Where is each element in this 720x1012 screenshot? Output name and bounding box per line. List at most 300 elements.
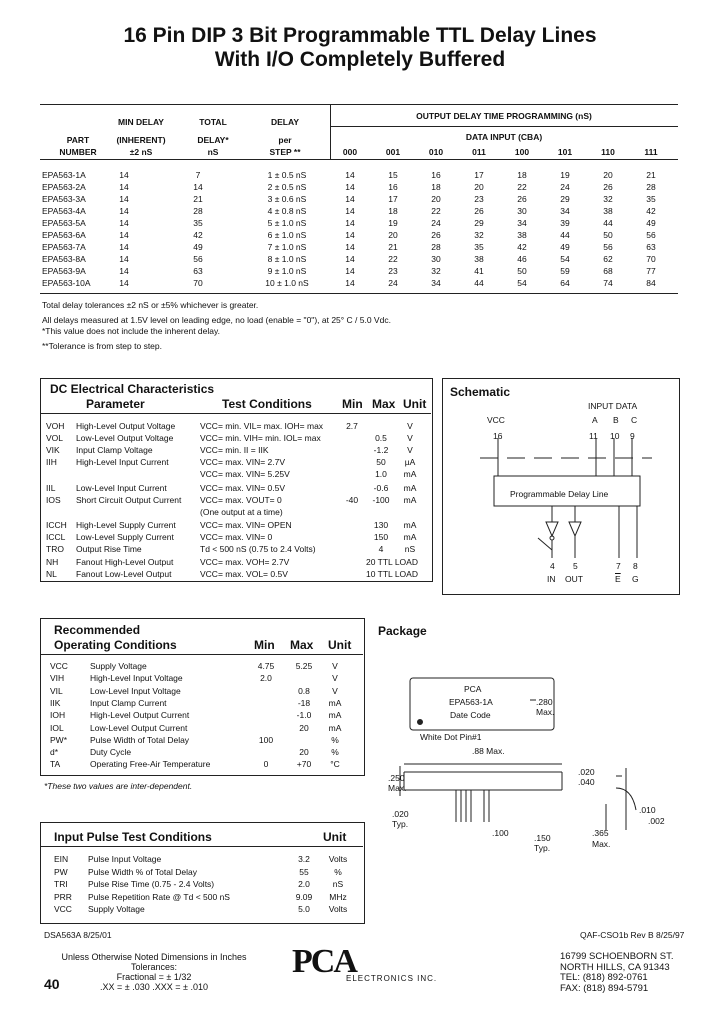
rec-head-min: Min [254, 638, 275, 652]
schematic-c-pin: 9 [630, 431, 635, 441]
rec-symbol: IIK [50, 697, 61, 708]
delay-cell: EPA563-3A [42, 194, 86, 204]
footer-left-code: DSA563A 8/25/01 [44, 930, 112, 940]
package-d100: .100 [492, 828, 509, 838]
delay-cell: 34 [560, 206, 570, 216]
dc-unit: mA [403, 520, 417, 530]
rec-row [40, 661, 363, 672]
rec-max: -18 [297, 697, 311, 708]
dc-unit: mA [403, 532, 417, 542]
package-d040: .040 [578, 777, 595, 787]
delay-cell: 29 [560, 194, 570, 204]
delay-row [40, 230, 680, 241]
dc-cond: VCC= max. VIN= 2.7V [200, 457, 286, 467]
rec-max: +70 [296, 759, 312, 770]
delay-cell: 14 [345, 206, 355, 216]
rec-param: Low-Level Output Current [90, 722, 188, 733]
delay-cell: 9 ± 1.0 nS [267, 266, 307, 276]
delay-cell: 42 [646, 206, 656, 216]
dc-head-parameter: Parameter [86, 397, 145, 411]
delay-cell: 24 [388, 278, 398, 288]
rec-param: High-Level Input Voltage [90, 673, 183, 684]
package-len: .88 Max. [472, 746, 505, 756]
rec-head-max: Max [290, 638, 314, 652]
delay-row [40, 218, 680, 229]
delay-row [40, 242, 680, 253]
dc-param: Low-Level Input Current [76, 483, 167, 493]
code-000: 000 [342, 147, 358, 157]
dc-min: 2.7 [346, 421, 358, 431]
dc-max: 20 TTL LOAD [366, 557, 418, 567]
package-drawing [370, 660, 678, 860]
delay-cell: 63 [193, 266, 203, 276]
dc-param: Fanout Low-Level Output [76, 569, 172, 579]
delay-cell: 74 [603, 278, 613, 288]
footer-right-code: QAF-CSO1b Rev B 8/25/97 [580, 930, 685, 940]
dc-cond: VCC= max. VIN= 5.25V [200, 469, 290, 479]
delay-row [40, 266, 680, 277]
dc-unit: mA [403, 469, 417, 479]
delay-cell: 26 [431, 230, 441, 240]
address: 16799 SCHOENBORN ST. NORTH HILLS, CA 91343 TEL: (818) 892-0761 FAX: (818) 894-5791 [560, 951, 674, 994]
schematic-diagram [442, 378, 678, 593]
delay-cell: EPA563-5A [42, 218, 86, 228]
dc-max: -1.2 [373, 445, 389, 455]
rec-param: Pulse Width of Total Delay [90, 734, 190, 745]
pulse-row [40, 879, 363, 890]
dc-symbol: IIL [46, 483, 56, 493]
delay-cell: 35 [474, 242, 484, 252]
package-h250: .250 [388, 773, 405, 783]
delay-cell: 26 [517, 194, 527, 204]
pulse-symbol: PRR [54, 891, 72, 902]
page-title: 16 Pin DIP 3 Bit Programmable TTL Delay Lines [123, 24, 597, 47]
delay-cell: EPA563-2A [42, 182, 86, 192]
rec-symbol: VIH [50, 673, 65, 684]
delay-cell: 8 ± 1.0 nS [267, 254, 307, 264]
delay-cell: 20 [474, 182, 484, 192]
package-h280b: Max. [536, 707, 555, 717]
rec-symbol: d* [50, 747, 59, 758]
dc-row [40, 433, 431, 444]
rec-row [40, 686, 363, 697]
dc-cond: Td < 500 nS (0.75 to 2.4 Volts) [200, 544, 316, 554]
schematic-title: Schematic [450, 385, 511, 399]
note-3: *This value does not include the inherent delay. [42, 326, 220, 336]
delay-row [40, 182, 680, 193]
code-111: 111 [644, 147, 658, 157]
note-4: **Tolerance is from step to step. [42, 340, 163, 351]
schematic-input-data: INPUT DATA [588, 401, 638, 411]
pulse-unit: % [334, 866, 342, 877]
delay-cell: 22 [388, 254, 398, 264]
page-number: 40 [44, 976, 60, 992]
delay-cell: EPA563-8A [42, 254, 86, 264]
delay-cell: 62 [603, 254, 613, 264]
package-chip-1: PCA [464, 684, 482, 694]
schematic-enable: $\overline{E}$ [615, 574, 621, 584]
delay-cell: 14 [119, 182, 129, 192]
delay-cell: 42 [517, 242, 527, 252]
code-110: 110 [601, 147, 615, 157]
delay-cell: 28 [193, 206, 203, 216]
delay-cell: 30 [517, 206, 527, 216]
delay-cell: 56 [193, 254, 203, 264]
rec-row [40, 735, 363, 746]
pulse-symbol: TRI [54, 879, 68, 889]
delay-cell: 14 [119, 254, 129, 264]
delay-cell: 38 [517, 230, 527, 240]
rec-symbol: VCC [50, 661, 68, 671]
dc-row [40, 445, 431, 456]
delay-cell: 49 [193, 242, 203, 252]
rec-row [40, 723, 363, 734]
dc-param: High-Level Input Current [76, 457, 169, 467]
rec-unit: % [331, 734, 339, 745]
rec-max: 20 [299, 747, 309, 758]
rec-min: 4.75 [257, 661, 275, 671]
delay-cell: 22 [517, 182, 527, 192]
code-001: 001 [385, 147, 401, 157]
schematic-a-pin: 11 [589, 431, 598, 441]
code-101: 101 [557, 147, 573, 157]
dc-cond: (One output at a time) [200, 507, 283, 517]
dc-symbol: ICCH [46, 520, 67, 530]
rec-unit: % [331, 747, 339, 758]
rec-unit: V [332, 685, 338, 696]
delay-cell: 20 [388, 230, 398, 240]
rec-unit: mA [328, 697, 342, 708]
pulse-symbol: VCC [54, 904, 72, 914]
schematic-out: OUT [565, 574, 583, 584]
dc-max: -0.6 [373, 483, 389, 493]
delay-cell: EPA563-6A [42, 230, 86, 240]
dc-param: High-Level Output Voltage [76, 421, 176, 431]
code-011: 011 [472, 147, 486, 157]
package-d365b: Max. [592, 839, 611, 849]
dc-cond: VCC= max. VOL= 0.5V [200, 569, 288, 579]
delay-cell: 14 [345, 242, 355, 252]
delay-cell: 56 [646, 230, 656, 240]
delay-cell: 14 [345, 194, 355, 204]
dc-head-conditions: Test Conditions [222, 397, 312, 411]
delay-cell: 6 ± 1.0 nS [267, 230, 307, 240]
package-d150b: Typ. [534, 843, 551, 853]
dc-param: Input Clamp Voltage [76, 445, 153, 455]
delay-row [40, 170, 680, 181]
pulse-unit: MHz [329, 891, 347, 902]
dc-row [40, 421, 431, 432]
delay-cell: 19 [388, 218, 398, 228]
delay-cell: 30 [431, 254, 441, 264]
schematic-b-pin: 10 [610, 431, 620, 441]
dc-max: 50 [376, 457, 386, 467]
delay-cell: 14 [345, 170, 355, 180]
delay-cell: 14 [345, 182, 355, 192]
note-1: Total delay tolerances ±2 nS or ±5% whichever is greater. [42, 300, 259, 310]
dc-max: 150 [373, 532, 389, 542]
delay-row [40, 278, 680, 289]
delay-cell: 14 [345, 278, 355, 288]
dc-param: Low-Level Output Voltage [76, 433, 174, 443]
delay-cell: EPA563-1A [42, 170, 86, 180]
rec-unit: mA [328, 710, 342, 721]
delay-cell: 14 [193, 182, 203, 192]
dc-cond: VCC= max. VIN= 0 [200, 532, 273, 542]
rec-unit: °C [330, 759, 340, 770]
delay-cell: 44 [560, 230, 570, 240]
rec-title-2: Operating Conditions [54, 638, 177, 652]
delay-cell: 17 [388, 194, 398, 204]
delay-cell: 28 [646, 182, 656, 192]
rec-row [40, 673, 363, 684]
dc-cond: VCC= max. VOUT= 0 [200, 495, 282, 505]
dc-row [40, 544, 431, 555]
rec-row [40, 710, 363, 721]
dc-unit: µA [404, 457, 416, 467]
pulse-title: Input Pulse Test Conditions [54, 830, 212, 844]
pulse-param: Pulse Input Voltage [88, 854, 162, 864]
rec-max: -1.0 [296, 710, 312, 721]
dc-param: Output Rise Time [76, 544, 142, 554]
rec-unit: mA [328, 722, 342, 733]
rec-symbol: VIL [50, 685, 63, 696]
package-title: Package [378, 624, 427, 638]
rec-max: 20 [299, 722, 309, 733]
delay-cell: 84 [646, 278, 656, 288]
dc-symbol: IIH [46, 457, 57, 467]
delay-cell: 23 [388, 266, 398, 276]
rec-head-unit: Unit [328, 638, 352, 652]
delay-cell: 7 ± 1.0 nS [267, 242, 307, 252]
delay-cell: 56 [603, 242, 613, 252]
delay-row [40, 254, 680, 265]
schematic-in: IN [547, 574, 556, 584]
delay-cell: 14 [119, 230, 129, 240]
delay-cell: 15 [388, 170, 398, 180]
delay-cell: 14 [119, 242, 129, 252]
delay-cell: 28 [431, 242, 441, 252]
delay-cell: 14 [119, 218, 129, 228]
delay-cell: 34 [431, 278, 441, 288]
rec-param: High-Level Output Current [90, 710, 190, 721]
dc-title: DC Electrical Characteristics [50, 382, 215, 396]
package-white-dot: White Dot Pin#1 [420, 732, 482, 742]
delay-cell: 32 [474, 230, 484, 240]
delay-cell: EPA563-4A [42, 206, 86, 216]
rec-min: 100 [258, 734, 274, 745]
package-d150: .150 [534, 833, 551, 843]
delay-cell: 20 [431, 194, 441, 204]
delay-cell: 14 [345, 254, 355, 264]
pulse-row [40, 867, 363, 878]
delay-cell: 44 [474, 278, 484, 288]
rec-max: 5.25 [295, 661, 313, 671]
delay-cell: 14 [119, 278, 129, 288]
pulse-param: Pulse Width % of Total Delay [88, 866, 197, 877]
dc-head-unit: Unit [403, 397, 427, 411]
delay-cell: 63 [646, 242, 656, 252]
dc-max: 0.5 [375, 433, 387, 443]
dc-symbol: ICCL [46, 532, 66, 542]
pulse-unit: nS [332, 879, 344, 889]
dc-row [40, 532, 431, 543]
dc-unit: V [407, 433, 413, 443]
pulse-val: 3.2 [298, 854, 310, 864]
dc-row [40, 557, 431, 568]
rec-min: 2.0 [260, 673, 272, 684]
pca-logo-text: ELECTRONICS INC. [346, 974, 438, 983]
dc-symbol: IOS [46, 495, 61, 505]
rec-param: Duty Cycle [90, 747, 132, 758]
schematic-vcc-pin: 16 [493, 431, 503, 441]
rec-min: 0 [263, 759, 269, 770]
delay-cell: 38 [603, 206, 613, 216]
dc-max: 1.0 [375, 469, 387, 479]
delay-row [40, 194, 680, 205]
package-h280: .280 [536, 697, 553, 707]
pulse-head-unit: Unit [323, 830, 347, 844]
rec-symbol: IOL [50, 722, 64, 733]
delay-cell: 1 ± 0.5 nS [267, 170, 307, 180]
delay-cell: 35 [193, 218, 203, 228]
delay-cell: 32 [431, 266, 441, 276]
pulse-val: 5.0 [298, 904, 310, 914]
package-d002: .002 [648, 816, 665, 826]
delay-cell: 77 [646, 266, 656, 276]
schematic-pin-8: 8 [633, 561, 638, 571]
dc-symbol: VOH [46, 421, 65, 431]
delay-cell: 38 [474, 254, 484, 264]
page-subtitle: With I/O Completely Buffered [214, 48, 506, 71]
schematic-pin-5: 5 [573, 561, 578, 571]
delay-cell: 41 [474, 266, 484, 276]
package-d365: .365 [592, 828, 609, 838]
package-h250b: Max. [388, 783, 407, 793]
delay-cell: 26 [603, 182, 613, 192]
package-d010: .010 [639, 805, 656, 815]
dc-unit: mA [403, 495, 417, 505]
delay-cell: 50 [603, 230, 613, 240]
rec-param: Low-Level Input Voltage [90, 685, 181, 696]
delay-cell: 7 [195, 170, 201, 180]
delay-cell: 18 [517, 170, 527, 180]
dc-cond: VCC= min. VIL= max. IOH= max [200, 421, 324, 431]
delay-cell: 42 [193, 230, 203, 240]
delay-cell: 54 [517, 278, 527, 288]
dc-head-min: Min [342, 397, 363, 411]
pulse-val: 9.09 [295, 891, 313, 902]
rec-param: Supply Voltage [90, 661, 147, 671]
delay-cell: 21 [388, 242, 398, 252]
dc-row [40, 469, 431, 480]
delay-cell: 5 ± 1.0 nS [267, 218, 307, 228]
delay-cell: 14 [119, 194, 129, 204]
delay-cell: 16 [388, 182, 398, 192]
delay-cell: 32 [603, 194, 613, 204]
delay-row [40, 206, 680, 217]
rec-symbol: PW* [50, 734, 67, 745]
pulse-val: 55 [299, 866, 309, 877]
delay-cell: 70 [646, 254, 656, 264]
rec-row [40, 747, 363, 758]
rec-title-1: Recommended [54, 623, 141, 637]
delay-cell: 14 [345, 230, 355, 240]
delay-cell: 26 [474, 206, 484, 216]
dc-unit: mA [403, 483, 417, 493]
dc-symbol: NH [46, 557, 59, 567]
rec-unit: V [332, 673, 338, 684]
delay-cell: 22 [431, 206, 441, 216]
dc-min: -40 [345, 495, 359, 505]
dc-row [40, 520, 431, 531]
dc-symbol: NL [46, 569, 57, 579]
schematic-pin-7: 7 [616, 561, 621, 571]
rec-row [40, 698, 363, 709]
pulse-row [40, 854, 363, 865]
dc-unit: V [407, 421, 413, 431]
delay-cell: 68 [603, 266, 613, 276]
dc-cond: VCC= max. VIN= 0.5V [200, 483, 286, 493]
delay-cell: 70 [193, 278, 203, 288]
dc-param: Short Circuit Output Current [76, 495, 182, 505]
dc-max: 130 [373, 520, 389, 530]
delay-cell: 3 ± 0.6 nS [267, 194, 307, 204]
dc-cond: VCC= min. VIH= min. IOL= max [200, 433, 321, 443]
schematic-c: C [631, 415, 638, 425]
rec-unit: V [332, 661, 338, 671]
pulse-unit: Volts [328, 854, 348, 864]
dc-symbol: VIK [46, 445, 60, 455]
delay-cell: 34 [517, 218, 527, 228]
note-2: All delays measured at 1.5V level on leading edge, no load (enable = "0"), at 25° C / 5.0 Vdc. [42, 314, 391, 325]
delay-cell: 10 ± 1.0 nS [265, 278, 309, 288]
delay-cell: 44 [603, 218, 613, 228]
delay-cell: 14 [119, 266, 129, 276]
rec-note: *These two values are inter-dependent. [44, 781, 193, 791]
schematic-block-label: Programmable Delay Line [510, 489, 609, 499]
delay-cell: 21 [193, 194, 203, 204]
delay-cell: 14 [345, 218, 355, 228]
delay-cell: 21 [646, 170, 656, 180]
delay-cell: 59 [560, 266, 570, 276]
delay-cell: EPA563-10A [42, 278, 91, 288]
delay-cell: 18 [431, 182, 441, 192]
dc-max: -100 [372, 495, 390, 505]
pca-logo: PCA [292, 943, 356, 980]
delay-cell: 14 [119, 206, 129, 216]
schematic-a: A [592, 415, 598, 425]
delay-cell: EPA563-9A [42, 266, 86, 276]
rec-max: 0.8 [298, 685, 310, 696]
rec-param: Input Clamp Current [90, 697, 167, 708]
delay-cell: EPA563-7A [42, 242, 86, 252]
pulse-val: 2.0 [298, 879, 310, 889]
delay-cell: 29 [474, 218, 484, 228]
pulse-param: Pulse Rise Time (0.75 - 2.4 Volts) [88, 879, 215, 889]
pulse-symbol: EIN [54, 854, 69, 864]
dc-cond: VCC= max. VIN= OPEN [200, 520, 292, 530]
package-d020: .020 [392, 809, 409, 819]
rec-symbol: TA [50, 759, 61, 770]
package-chip-3: Date Code [450, 710, 491, 720]
pulse-unit: Volts [328, 904, 348, 914]
schematic-vcc: VCC [487, 415, 505, 425]
delay-cell: 54 [560, 254, 570, 264]
dc-symbol: TRO [46, 544, 64, 554]
dc-row [40, 483, 431, 494]
delay-cell: 18 [388, 206, 398, 216]
